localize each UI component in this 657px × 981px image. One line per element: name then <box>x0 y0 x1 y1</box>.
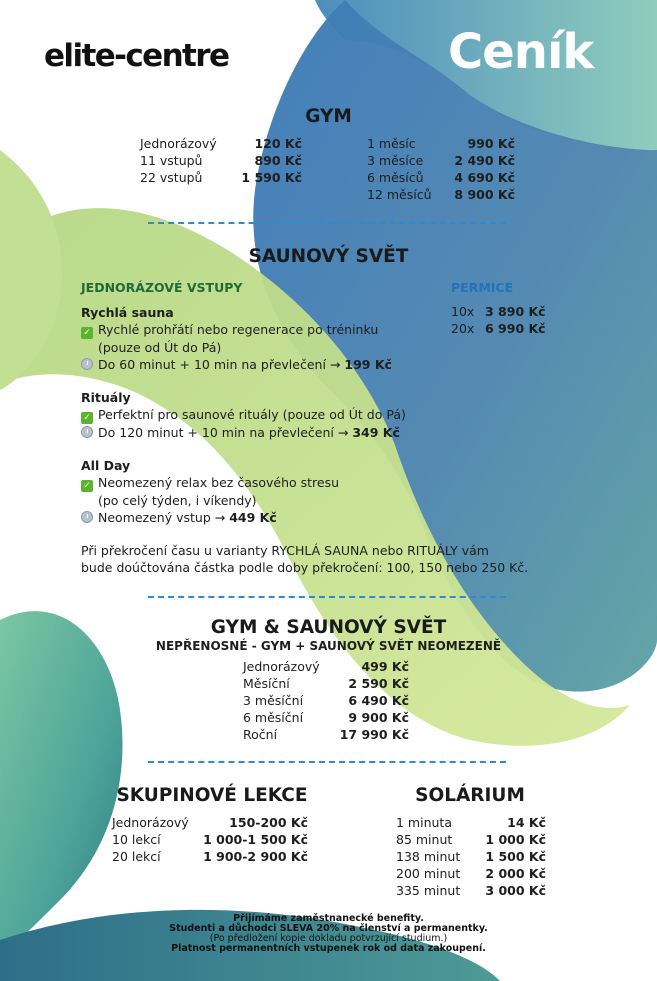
list-item: Roční 17 990 Kč <box>243 727 409 742</box>
list-item: 6 měsíční 9 900 Kč <box>243 710 409 725</box>
list-item: 22 vstupů 1 590 Kč <box>140 170 302 185</box>
footer-validity: Platnost permanentních vstupenek rok od data zakoupení. <box>171 943 486 954</box>
list-item: 10x 3 890 Kč <box>451 304 546 319</box>
solarium-title: SOLÁRIUM <box>415 785 525 806</box>
gym-title: GYM <box>305 106 352 127</box>
list-item: 3 měsíční 6 490 Kč <box>243 693 409 708</box>
list-item: 1 měsíc 990 Kč <box>367 136 515 151</box>
allday-time: Neomezený vstup → <box>98 510 226 525</box>
gym-left-list <box>140 135 305 186</box>
check-icon: ✓ <box>81 480 93 492</box>
allday-block <box>81 457 339 526</box>
allday-title: All Day <box>81 458 131 473</box>
divider <box>148 222 506 224</box>
allday-days: (po celý týden, i víkendy) <box>98 493 257 508</box>
ritualy-time: Do 120 minut + 10 min na převlečení → <box>98 425 349 440</box>
ritualy-price: 349 Kč <box>352 425 400 440</box>
footer-benefits: Přijímáme zaměstnanecké benefity. <box>233 913 424 924</box>
list-item: 12 měsíců 8 900 Kč <box>367 187 515 202</box>
single-entries-heading: JEDNORÁZOVÉ VSTUPY <box>81 280 243 295</box>
solarium-list <box>396 814 551 899</box>
page-title: Ceník <box>448 24 594 80</box>
rychla-sauna-block <box>81 304 392 373</box>
lekce-list <box>112 814 312 865</box>
footer-notes <box>0 914 657 954</box>
combo-subtitle: NEPŘENOSNÉ - GYM + SAUNOVÝ SVĚT NEOMEZENĚ <box>155 639 502 653</box>
list-item: 85 minut 1 000 Kč <box>396 832 546 847</box>
list-item: 200 minut 2 000 Kč <box>396 866 546 881</box>
ritualy-desc: Perfektní pro saunové rituály (pouze od Út do Pá) <box>98 407 406 422</box>
list-item: 20 lekcí 1 900-2 900 Kč <box>112 849 308 864</box>
rychla-sauna-price: 199 Kč <box>344 357 392 372</box>
clock-icon <box>81 426 93 438</box>
check-icon: ✓ <box>81 412 93 424</box>
footer-proof: (Po předložení kopie dokladu potvrzující studium.) <box>209 933 448 944</box>
list-item: 138 minut 1 500 Kč <box>396 849 546 864</box>
list-item: 335 minut 3 000 Kč <box>396 883 546 898</box>
rychla-sauna-title: Rychlá sauna <box>81 305 174 320</box>
divider <box>148 596 506 598</box>
lekce-title: SKUPINOVÉ LEKCE <box>116 785 308 806</box>
clock-icon <box>81 358 93 370</box>
gym-right-list <box>367 135 517 203</box>
divider <box>148 761 506 763</box>
permice-list <box>451 303 561 337</box>
clock-icon <box>81 511 93 523</box>
footer-discount: Studenti a důchodci SLEVA 20% na členství a permanentky. <box>169 923 488 934</box>
brand-logo: elite-centre <box>44 38 229 74</box>
list-item: 6 měsíců 4 690 Kč <box>367 170 515 185</box>
list-item: 20x 6 990 Kč <box>451 321 546 336</box>
allday-desc: Neomezený relax bez časového stresu <box>98 475 340 490</box>
list-item: Jednorázový 120 Kč <box>140 136 302 151</box>
check-icon: ✓ <box>81 327 93 339</box>
ritualy-title: Rituály <box>81 390 131 405</box>
sauna-title: SAUNOVÝ SVĚT <box>248 246 409 267</box>
list-item: Jednorázový 499 Kč <box>243 659 409 674</box>
list-item: 10 lekcí 1 000-1 500 Kč <box>112 832 308 847</box>
list-item: 3 měsíce 2 490 Kč <box>367 153 515 168</box>
rychla-sauna-time: Do 60 minut + 10 min na převlečení → <box>98 357 341 372</box>
combo-list <box>243 658 413 743</box>
list-item: 11 vstupů 890 Kč <box>140 153 302 168</box>
list-item: Měsíční 2 590 Kč <box>243 676 409 691</box>
ritualy-block <box>81 389 406 441</box>
allday-price: 449 Kč <box>229 510 277 525</box>
combo-title: GYM & SAUNOVÝ SVĚT <box>210 617 447 638</box>
rychla-sauna-desc: Rychlé prohřátí nebo regenerace po tréninku <box>98 322 379 337</box>
permice-heading: PERMICE <box>451 280 514 295</box>
list-item: 1 minuta 14 Kč <box>396 815 546 830</box>
list-item: Jednorázový 150-200 Kč <box>112 815 308 830</box>
rychla-sauna-days: (pouze od Út do Pá) <box>98 340 222 355</box>
overtime-note: Při překročení času u varianty RYCHLÁ SAUNA nebo RITUÁLY vám bude doúčtována částka podle doby překročení: 100, 150 nebo 250 Kč. <box>81 543 529 575</box>
